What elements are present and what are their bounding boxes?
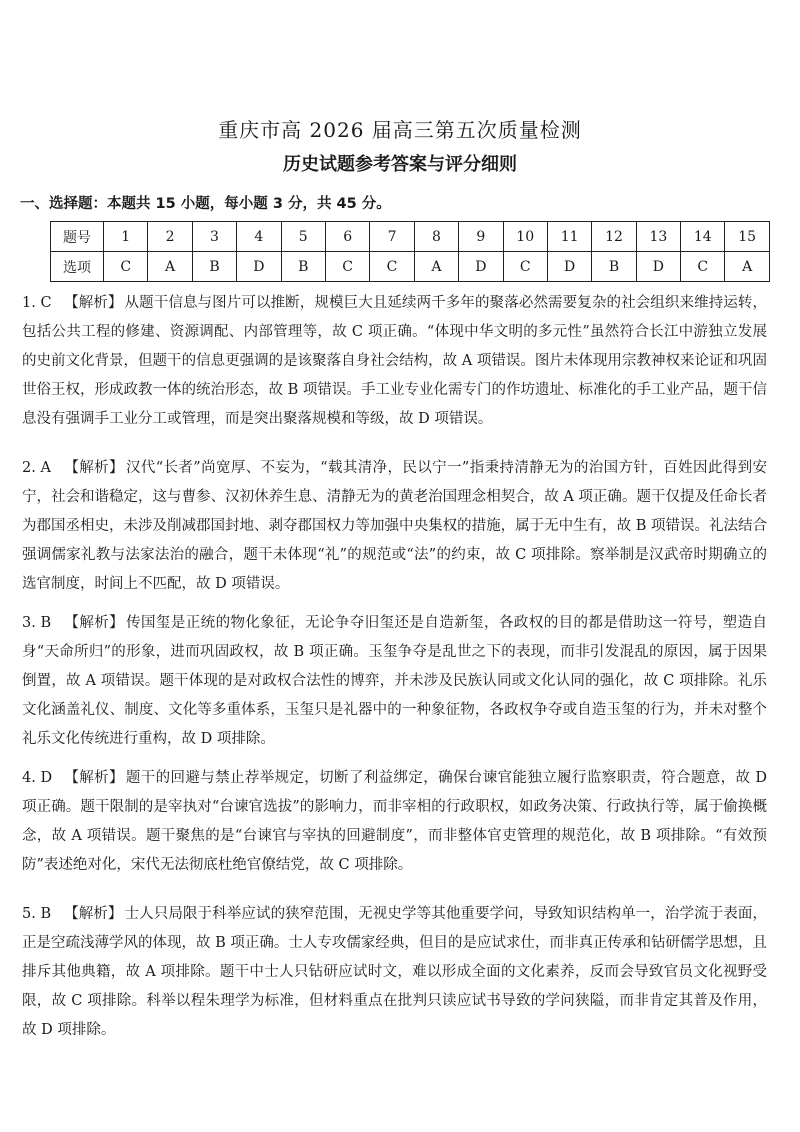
answer-cell: D bbox=[237, 252, 281, 282]
section-heading: 一、选择题：本题共 15 小题，每小题 3 分，共 45 分。 bbox=[20, 196, 391, 212]
analysis-text: 题干的回避与禁止荐举规定，切断了利益绑定，确保台谏官能独立履行监察职责，符合题意，故 D 项正确。题干限制的是宰执对“台谏官选拔”的影响力，而非宰相的行政职权，如政务决策、行政执行等，属于偷换概念，故 A 项错误。题干聚焦的是“台谏官与宰执的回避制度”，而非整体官吏管理的规范化，故 B 项排除。“有效预防”表述绝对化，宋代无法彻底杜绝官僚结党，故 C 项排除。 bbox=[22, 770, 768, 873]
question-number-cell: 7 bbox=[370, 222, 414, 252]
question-number-cell: 11 bbox=[547, 222, 591, 252]
question-answer-key: 4. D bbox=[22, 770, 53, 786]
answer-cell: D bbox=[636, 252, 680, 282]
answer-cell: C bbox=[370, 252, 414, 282]
answer-cell: C bbox=[503, 252, 547, 282]
analysis-text: 从题干信息与图片可以推断，规模巨大且延续两千多年的聚落必然需要复杂的社会组织来维持运转，包括公共工程的修建、资源调配、内部管理等，故 C 项正确。“体现中华文明的多元性”虽然符合长江中游独立发展的史前文化背景，但题干的信息更强调的是该聚落自身社会结构，故 A 项错误。图片未体现用宗教神权来论证和巩固世俗王权，形成政教一体的统治形态，故 B 项错误。手工业专业化需专门的作坊遗址、标准化的手工业产品，题干信息没有强调手工业分工或管理，而是突出聚落规模和等级，故 D 项错误。 bbox=[22, 295, 768, 427]
question-number-cell: 2 bbox=[148, 222, 192, 252]
answer-table bbox=[50, 221, 770, 282]
question-number-cell: 1 bbox=[104, 222, 148, 252]
question-answer-key: 5. B bbox=[22, 906, 52, 922]
analysis-label: 【解析】 bbox=[64, 295, 123, 311]
question-number-cell: 14 bbox=[681, 222, 725, 252]
question-number-row bbox=[51, 222, 770, 252]
explanation-item-4 bbox=[22, 764, 767, 880]
analysis-label: 【解析】 bbox=[64, 770, 124, 786]
question-answer-key: 2. A bbox=[22, 460, 51, 476]
answer-row bbox=[51, 252, 770, 282]
answer-cell: A bbox=[148, 252, 192, 282]
document-subtitle: 历史试题参考答案与评分细则 bbox=[283, 154, 517, 175]
question-number-cell: 12 bbox=[592, 222, 636, 252]
question-number-cell: 3 bbox=[192, 222, 236, 252]
question-number-cell: 4 bbox=[237, 222, 281, 252]
analysis-label: 【解析】 bbox=[64, 460, 124, 476]
question-number-cell: 9 bbox=[459, 222, 503, 252]
analysis-text: 传国玺是正统的物化象征，无论争夺旧玺还是自造新玺，各政权的目的都是借助这一符号，塑造自身“天命所归”的形象，进而巩固政权，故 B 项正确。玉玺争夺是乱世之下的表现，而非引发混乱的原因，属于因果倒置，故 A 项错误。题干体现的是对政权合法性的博弈，并未涉及民族认同或文化认同的强化，故 C 项排除。礼乐文化涵盖礼仪、制度、文化等多重体系，玉玺只是礼器中的一种象征物，各政权争夺或自造玉玺的行为，并未对整个礼乐文化传统进行重构，故 D 项排除。 bbox=[22, 615, 767, 747]
answer-cell: B bbox=[281, 252, 325, 282]
answer-cell: C bbox=[104, 252, 148, 282]
document-title: 重庆市高 2026 届高三第五次质量检测 bbox=[218, 118, 582, 142]
question-number-cell: 13 bbox=[636, 222, 680, 252]
question-answer-key: 1. C bbox=[22, 295, 52, 311]
answer-cell: D bbox=[459, 252, 503, 282]
question-number-cell: 6 bbox=[325, 222, 369, 252]
question-number-cell: 15 bbox=[725, 222, 769, 252]
explanation-item-3 bbox=[22, 609, 767, 754]
answer-cell: A bbox=[414, 252, 458, 282]
analysis-text: 汉代“长者”尚宽厚、不妄为，“载其清净，民以宁一”指秉持清静无为的治国方针，百姓因此得到安宁，社会和谐稳定，这与曹参、汉初休养生息、清静无为的黄老治国理念相契合，故 A 项正确。题干仅提及任命长者为郡国丞相史，未涉及削减郡国封地、剥夺郡国权力等加强中央集权的措施，属于无中生有，故 B 项错误。礼法结合强调儒家礼教与法家法治的融合，题干未体现“礼”的规范或“法”的约束，故 C 项排除。察举制是汉武帝时期确立的选官制度，时间上不匹配，故 D 项错误。 bbox=[22, 460, 768, 592]
explanation-item-1 bbox=[22, 289, 767, 434]
answer-cell: C bbox=[325, 252, 369, 282]
explanation-item-2 bbox=[22, 454, 767, 599]
question-number-cell: 8 bbox=[414, 222, 458, 252]
answer-cell: A bbox=[725, 252, 769, 282]
analysis-label: 【解析】 bbox=[64, 615, 125, 631]
row-header-number: 题号 bbox=[51, 222, 104, 252]
row-header-answer: 选项 bbox=[51, 252, 104, 282]
explanation-item-5 bbox=[22, 900, 767, 1045]
answer-cell: B bbox=[192, 252, 236, 282]
analysis-label: 【解析】 bbox=[64, 906, 123, 922]
answer-cell: C bbox=[681, 252, 725, 282]
question-number-cell: 10 bbox=[503, 222, 547, 252]
answer-cell: B bbox=[592, 252, 636, 282]
question-answer-key: 3. B bbox=[22, 615, 52, 631]
question-number-cell: 5 bbox=[281, 222, 325, 252]
answer-cell: D bbox=[547, 252, 591, 282]
analysis-text: 士人只局限于科举应试的狭窄范围，无视史学等其他重要学问，导致知识结构单一，治学流于表面，正是空疏浅薄学风的体现，故 B 项正确。士人专攻儒家经典，但目的是应试求仕，而非真正传承和钻研儒学思想，且排斥其他典籍，故 A 项排除。题干中士人只钻研应试时文，难以形成全面的文化素养，反而会导致官员文化视野受限，故 C 项排除。科举以程朱理学为标准，但材料重点在批判只读应试书导致的学问狭隘，而非肯定其普及作用，故 D 项排除。 bbox=[22, 906, 768, 1038]
